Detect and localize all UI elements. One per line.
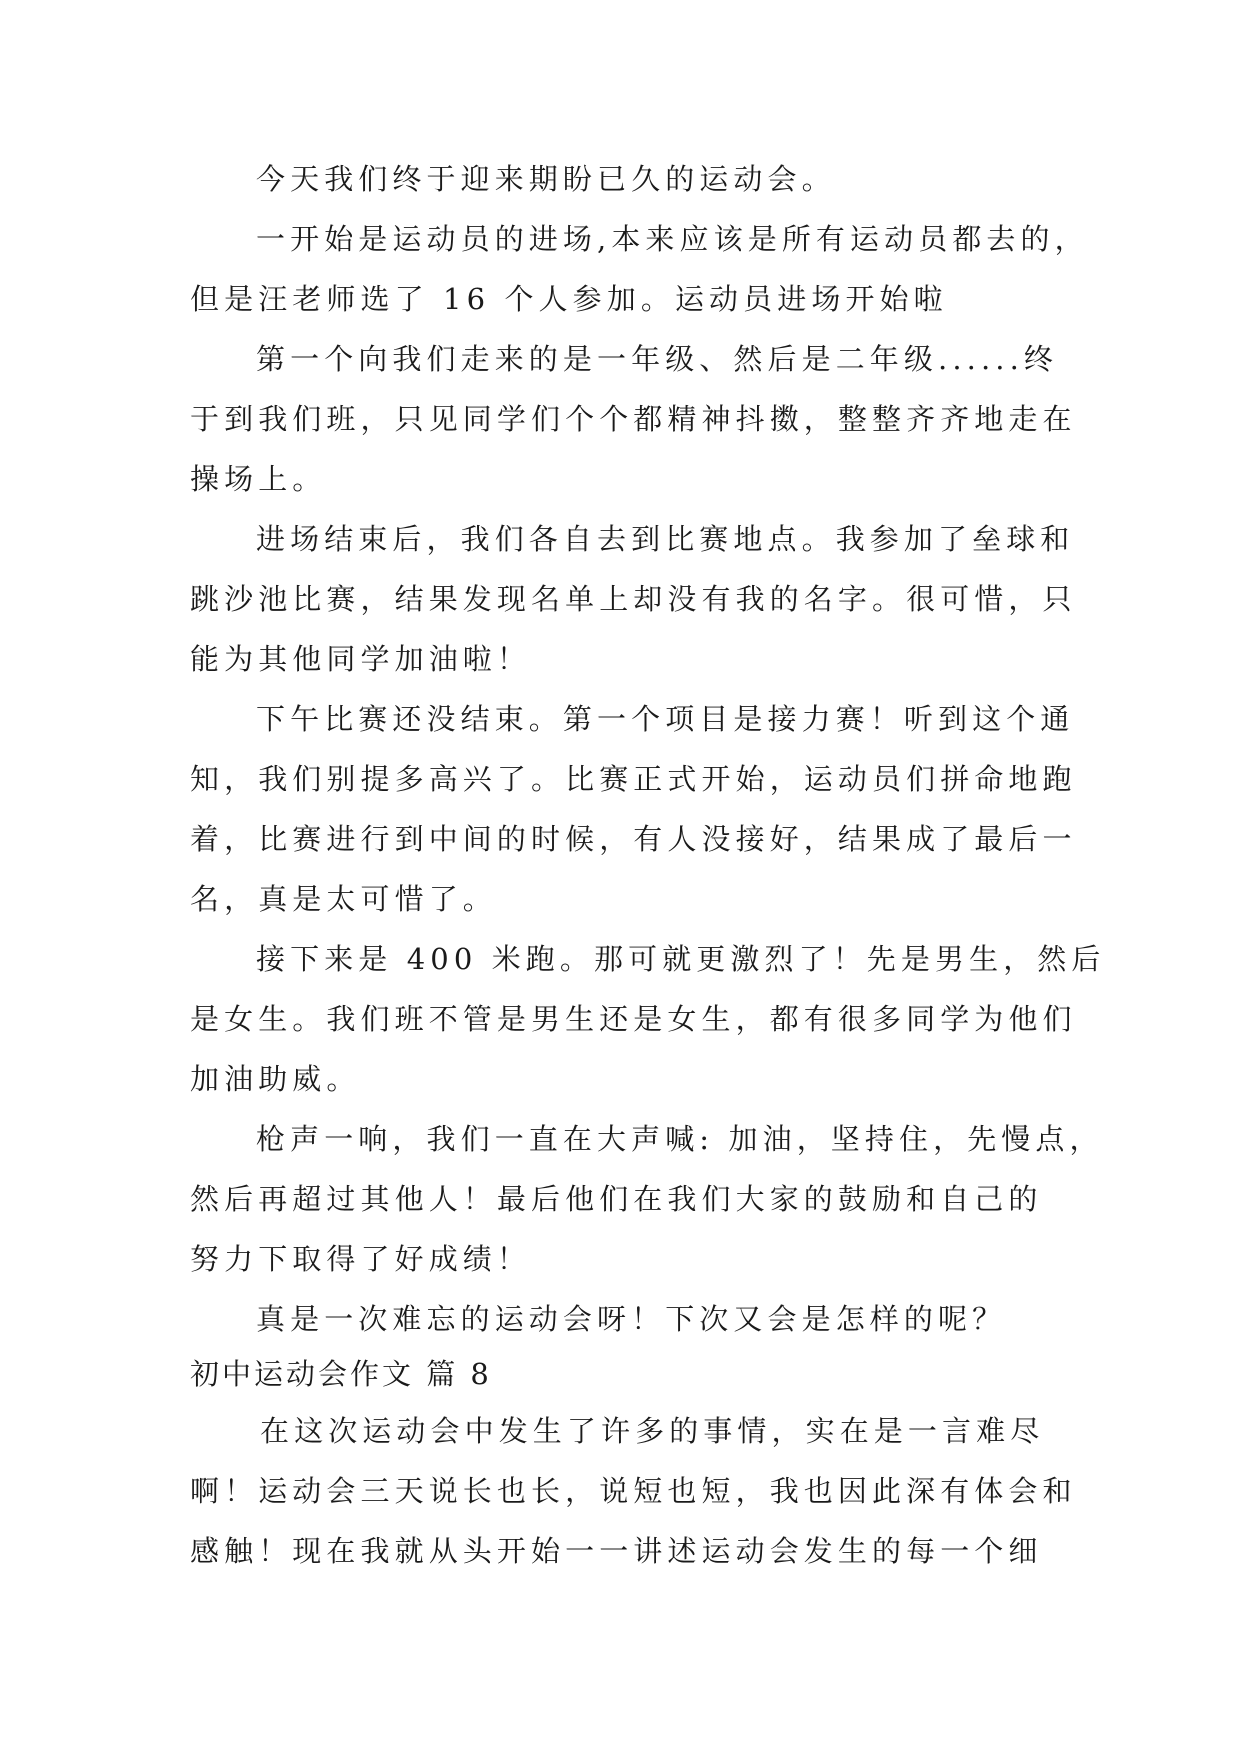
paragraph-line: 第一个向我们走来的是一年级、然后是二年级......终 bbox=[256, 342, 1059, 376]
paragraph-line: 然后再超过其他人！最后他们在我们大家的鼓励和自己的 bbox=[190, 1182, 1043, 1216]
paragraph-line: 接下来是 400 米跑。那可就更激烈了！先是男生，然后 bbox=[256, 942, 1106, 976]
paragraph-line: 能为其他同学加油啦！ bbox=[190, 642, 532, 676]
paragraph-line: 啊！运动会三天说长也长，说短也短，我也因此深有体会和 bbox=[190, 1474, 1077, 1508]
paragraph-line: 知，我们别提多高兴了。比赛正式开始，运动员们拼命地跑 bbox=[190, 762, 1077, 796]
paragraph-line: 是女生。我们班不管是男生还是女生，都有很多同学为他们 bbox=[190, 1002, 1077, 1036]
paragraph-line: 今天我们终于迎来期盼已久的运动会。 bbox=[256, 162, 836, 196]
paragraph-line: 在这次运动会中发生了许多的事情，实在是一言难尽 bbox=[260, 1414, 1045, 1448]
paragraph-line: 名，真是太可惜了。 bbox=[190, 882, 497, 916]
paragraph-line: 感触！现在我就从头开始一一讲述运动会发生的每一个细 bbox=[190, 1534, 1043, 1568]
paragraph-line: 努力下取得了好成绩！ bbox=[190, 1242, 532, 1276]
paragraph-line: 进场结束后，我们各自去到比赛地点。我参加了垒球和 bbox=[256, 522, 1075, 556]
paragraph-line: 下午比赛还没结束。第一个项目是接力赛！听到这个通 bbox=[256, 702, 1075, 736]
paragraph-line: 加油助威。 bbox=[190, 1062, 361, 1096]
paragraph-line: 操场上。 bbox=[190, 462, 327, 496]
paragraph-line: 一开始是运动员的进场,本来应该是所有运动员都去的， bbox=[256, 222, 1089, 256]
paragraph-line: 枪声一响，我们一直在大声喊: 加油，坚持住，先慢点， bbox=[256, 1122, 1104, 1156]
paragraph-line: 跳沙池比赛，结果发现名单上却没有我的名字。很可惜，只 bbox=[190, 582, 1077, 616]
paragraph-line: 但是汪老师选了 16 个人参加。运动员进场开始啦 bbox=[190, 282, 948, 316]
paragraph-line: 于到我们班，只见同学们个个都精神抖擞，整整齐齐地走在 bbox=[190, 402, 1077, 436]
paragraph-line: 真是一次难忘的运动会呀！下次又会是怎样的呢？ bbox=[256, 1302, 1007, 1336]
section-heading: 初中运动会作文 篇 8 bbox=[190, 1357, 492, 1391]
paragraph-line: 着，比赛进行到中间的时候，有人没接好，结果成了最后一 bbox=[190, 822, 1077, 856]
